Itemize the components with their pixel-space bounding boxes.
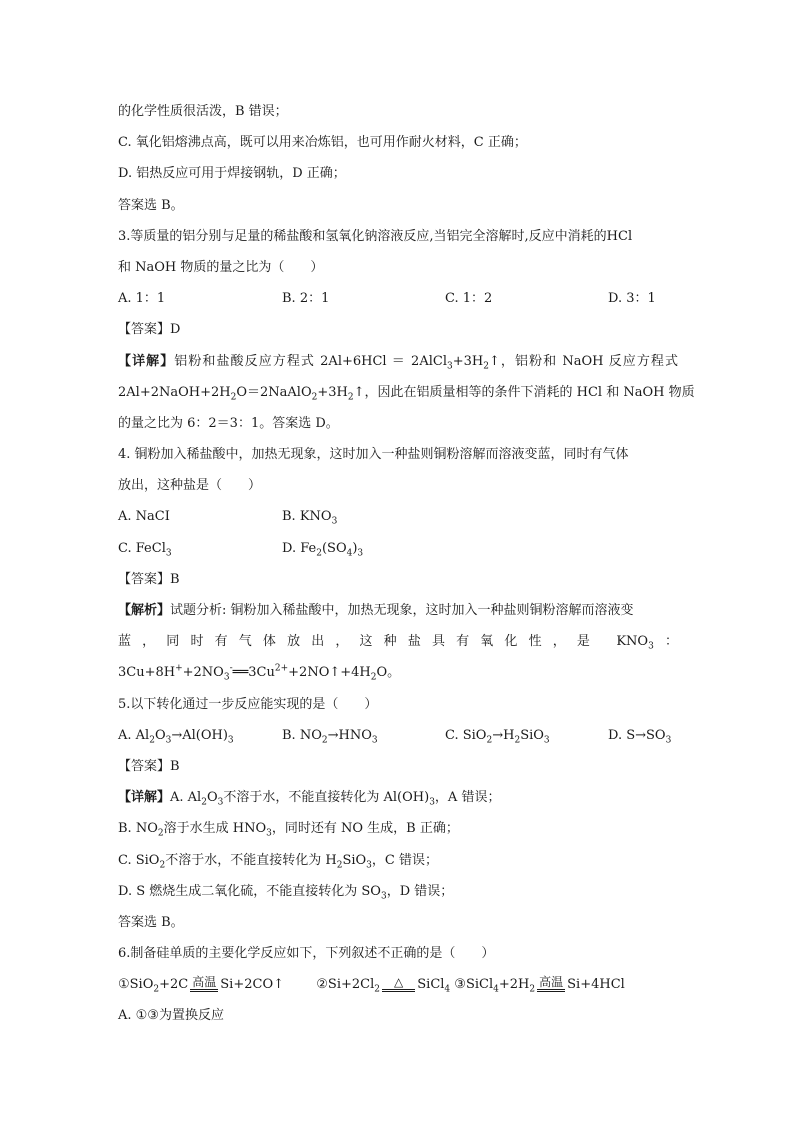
option-a: A. ①③为置换反应	[118, 1008, 224, 1024]
option-c: C. 1：2	[445, 291, 493, 307]
question-3-options	[118, 283, 678, 314]
answer: 【答案】B	[118, 758, 180, 774]
detail-line: 【详解】A. $Al_2O_3$不溶于水，不能直接转化为 $Al(OH)_3$，A 错误；	[118, 790, 501, 808]
option-c-explanation: C. 氧化铝熔沸点高，既可以用来冶炼铝，也可用作耐火材料，C 正确；	[118, 135, 527, 151]
option-a: A. 1：1	[118, 291, 166, 307]
question-3-stem-cont: 和 NaOH 物质的量之比为（ ）	[118, 259, 324, 275]
question-4-stem: 4. 铜粉加入稀盐酸中，加热无现象，这时加入一种盐则铜粉溶解而溶液变蓝，同时有气体	[118, 447, 629, 463]
option-b: B. 2：1	[282, 291, 330, 307]
option-b: B. $NO_2\to HNO_3$	[282, 727, 378, 746]
detail-line: 的量之比为 6：2＝3：1。答案选 D。	[118, 415, 339, 431]
answer: 【答案】D	[118, 322, 181, 338]
option-d: D. $Fe_2(SO_4)_3$	[282, 540, 364, 559]
detail-line: C. SiO$_2$不溶于水，不能直接转化为 $H_2SiO_3$，C 错误；	[118, 852, 438, 871]
analysis-line: 【解析】试题分析: 铜粉加入稀盐酸中，加热无现象，这时加入一种盐则铜粉溶解而溶液变	[118, 603, 634, 618]
conclusion: 答案选 B。	[118, 197, 184, 213]
option-d-explanation: D. 铝热反应可用于焊接钢轨，D 正确；	[118, 166, 346, 182]
option-c: C. FeCl$_3$	[118, 540, 172, 559]
option-b: B. $KNO_3$	[282, 509, 338, 528]
detail-line: D. S 燃烧生成二氧化硫，不能直接转化为 $SO_3$，D 错误；	[118, 883, 454, 902]
text-line: 的化学性质很活泼，B 错误；	[118, 104, 288, 119]
option-d: D. 3：1	[608, 291, 656, 307]
conclusion: 答案选 B。	[118, 914, 184, 930]
ionic-equation: $3Cu+8H^++2NO_3^-══3Cu^{2+}+2NO↑+4H_2O$。	[118, 664, 401, 683]
question-4-stem-cont: 放出，这种盐是（ ）	[118, 478, 262, 494]
document-page	[118, 96, 695, 1032]
detail-line: $2Al+2NaOH+2H_2O=2NaAlO_2+3H_2↑$，因此在铝质量相等的条件下消耗的 HCl 和 NaOH 物质	[118, 384, 695, 403]
detail-line: B. $NO_2$溶于水生成 $HNO_3$，同时还有 NO 生成，B 正确；	[118, 821, 459, 839]
condition-high-temp: 高温	[537, 975, 565, 992]
reaction-equations: ①SiO$_2$+2C 高温 Si+2CO↑ $②Si+2Cl_2\triangle$ SiCl$_4$ $③SiCl_4+2H_2$高温 Si+4HCl	[118, 975, 625, 995]
question-5-stem: 5.以下转化通过一步反应能实现的是（ ）	[118, 696, 378, 712]
option-a: A. $Al_2O_3\to Al(OH)_3$	[118, 727, 234, 746]
question-6-stem: 6.制备硅单质的主要化学反应如下，下列叙述不正确的是（ ）	[118, 946, 495, 962]
question-5-options	[118, 720, 678, 751]
question-4-options	[118, 501, 678, 532]
detail-line: 【详解】铝粉和盐酸反应方程式 $2Al+6HCl = 2AlCl_3+3H_2↑$，铝粉和 NaOH 反应方程式	[118, 353, 678, 372]
option-d: D. $S\to SO_3$	[608, 727, 672, 746]
analysis-line: 蓝，同时有气体放出，这种盐具有氧化性，是 $KNO_3$：	[118, 634, 678, 652]
option-c: C. $SiO_2\to H_2SiO_3$	[445, 727, 550, 746]
question-4-options	[118, 533, 678, 564]
condition-heat: △	[382, 975, 415, 992]
condition-high-temp: 高温	[190, 975, 218, 992]
option-a: A. NaCI	[118, 509, 170, 525]
answer: 【答案】B	[118, 571, 180, 587]
question-3-stem: 3.等质量的铝分别与足量的稀盐酸和氢氧化钠溶液反应,当铝完全溶解时,反应中消耗的HCl	[118, 228, 633, 244]
